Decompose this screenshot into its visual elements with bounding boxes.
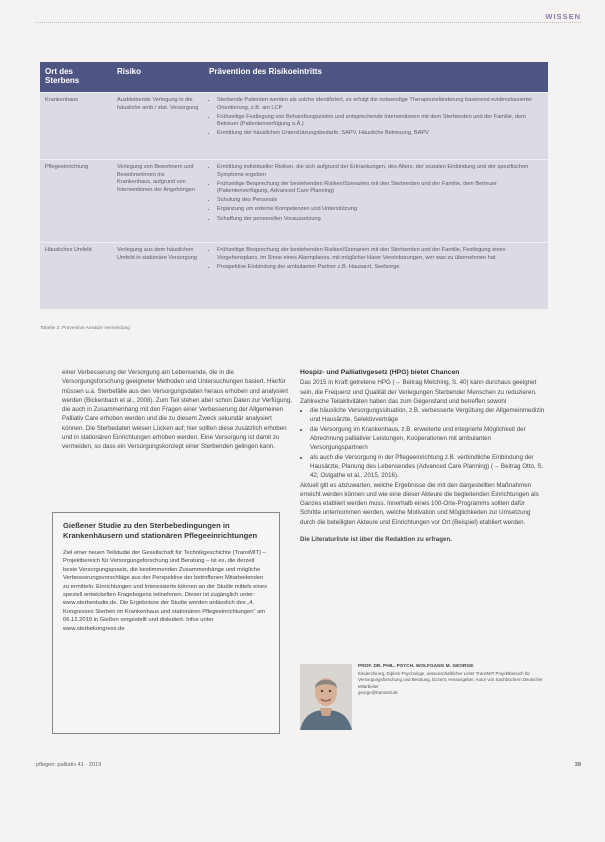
prevention-item: • Frühzeitige Festlegung von Behandlungszielen und entsprechende Interventionen mit dem Sterbenden und der Familie, dem Betreuer (Patientenverfügung o.Ä.) xyxy=(217,114,543,129)
row-risk: Verlegung von Bewohnern und Bewohnerinnen ins Krankenhaus, aufgrund von Interventionen der Angehörigen xyxy=(117,164,196,193)
page-number: 39 xyxy=(574,762,581,768)
infobox-title: Gießener Studie zu den Sterbebedingungen in Krankenhäusern und stationären Pflegeeinrichtungen xyxy=(63,521,258,540)
row-risk: Ausbleibende Verlegung in die häusliche amb./ stat. Versorgung xyxy=(117,97,199,111)
section-heading: Hospiz- und Palliativgesetz (HPG) bietet Chancen xyxy=(300,369,460,376)
page-footer xyxy=(36,762,581,768)
prevention-item: • Frühzeitige Besprechung der bestehenden Risiken/Szenarien mit den Sterbenden und der Familie, Festlegung eines Vorgehensplans, im Sinne eines Alarmplanes, mit möglicher klarer Vereinbarungen, wer was zu übernehmen hat xyxy=(217,247,543,262)
row-prevention xyxy=(204,243,548,309)
table-caption: Tabelle 2: Präventive Ansätze Vermeidung xyxy=(40,326,130,331)
author-photo xyxy=(300,664,352,730)
author-bio: Kinderchirurg, Diplom-Psychologe, wissenschaftlicher Leiter TransMIT Projektbereich für Versorgungsforschung und Beratung, Dozent, Herausgeber, Autor von Sachbüchern Deutscher Mitarbeiter xyxy=(358,670,543,689)
table-row xyxy=(40,159,548,242)
prevention-item: • Ergänzung um externe Kompetenzen und Unterstützung xyxy=(217,206,543,214)
risk-table xyxy=(40,62,548,309)
table-row xyxy=(40,92,548,159)
row-place: Krankenhaus xyxy=(45,97,78,103)
list-item: • als auch die Versorgung in der Pflegeeinrichtung z.B. verbindliche Einbindung der Hausärzte, Planung des Lebensendes (Advanced Care Planning) (→ Beitrag Otto, S. 42, Ostgathe et al., 2015, 2016). xyxy=(310,453,546,481)
table-row xyxy=(40,242,548,309)
prevention-item: • Sterbende Patienten werden als solche identifiziert, es erfolgt die notwendige Therapiezieländerung basierend evidenzbasierter Orientierung, z.B. am LCP xyxy=(217,97,543,112)
prevention-item: • Prospektive Einbindung der ambulanten Partner z.B. Hausarzt, Seelsorge xyxy=(217,264,543,272)
header-prevention: Prävention des Risikoeintritts xyxy=(209,67,322,76)
bullet-list xyxy=(300,406,546,480)
left-column xyxy=(62,368,292,452)
row-risk: Verlegung aus dem häuslichen Umfeld in stationäre Versorgung xyxy=(117,247,197,261)
author-email[interactable]: george@transmit.de xyxy=(358,690,398,696)
body-paragraph: Aktuell gilt es abzuwarten, welche Ergebnisse die mit den dargestellten Maßnahmen erreicht werden können und wie eine dieser Akteure die begleitenden Einrichtungen als Ganzes etabliert werden muss. Innerhalb eines 100-Orte-Programms sollten dafür Schritte unternommen werden, welche Motivation und Möglichkeiten zur Umsetzung durch die beteiligten Akteure und Einrichtungen vor Ort (Beispiel) etabliert werden. xyxy=(300,481,539,526)
prevention-item: • Schulung des Personals xyxy=(217,197,543,205)
footer-publication: pflegen: palliativ 41 · 2019 xyxy=(36,762,102,768)
author-block xyxy=(300,664,546,734)
list-item: • die Versorgung im Krankenhaus, z.B. erweiterte und integrierte Möglichkeit der Abrechnung palliativer Leistungen, Kooperationen mit ambulanten Versorgungspartnern xyxy=(310,425,546,453)
literature-note: Die Literaturliste ist über die Redaktion zu erfragen. xyxy=(300,536,452,544)
list-item: • die häusliche Versorgungssituation, z.B. verbesserte Vergütung der Allgemeinmedizin und Hausärzte, Selektivverträge xyxy=(310,406,546,425)
table-header xyxy=(40,62,548,92)
infobox-body: Ziel einer neuen Teilstudie der Gesellschaft für Technikgeschichte (TransMIT) – Projektbereich für Versorgungsforschung und Beratung – ist es, die derzeit beste Versorgungspraxis, die bestimmenden Zusammenhänge und mögliche Verbesserungsvorschläge aus der Perspektive der betroffenen Mitarbeitenden zu ermitteln. Einrichtungen und Interessierte können an der Studie mittels eines speziell entwickelten Fragebogens teilnehmen. Dieser ist zugänglich unter: www.sterbestudie.de. Die Ergebnisse der Studie werden anlässlich des „4. Kongresses Sterben im Krankenhaus und stationären Pflegeeinrichtungen“ am 06.12.2019 in Gießen vorgestellt und diskutiert. Infos unter www.sterbekongress.de xyxy=(63,550,267,632)
body-paragraph: Das 2015 in Kraft getretene HPG (→ Beitrag Melching, S. 40) kann durchaus geeignet sein, die Frequenz und Qualität der Verlegungen Sterbender Menschen zu reduzieren. Zahlreiche Teilaktivitäten haben das zum Gegenstand und betreffen sowohl xyxy=(300,379,537,405)
header-risk: Risiko xyxy=(117,67,142,76)
prevention-item: • Frühzeitige Besprechung der bestehenden Risiken/Szenarien mit den Sterbenden und der Familie, dem Betreuer (Patientenverfügung, Advanced Care Planning) xyxy=(217,181,543,196)
top-rule xyxy=(36,22,581,23)
row-prevention xyxy=(204,160,548,242)
row-place: Häusliches Umfeld xyxy=(45,247,92,253)
prevention-item: • Schaffung der personellen Voraussetzung xyxy=(217,216,543,224)
author-name: PROF. DR. PHIL. PSYCH. WOLFGANG M. GEORGE xyxy=(358,664,474,669)
prevention-item: • Ermittlung der häuslichen Unterstützungsbedarfe: SAPV, Häusliche Betreuung, BAPV xyxy=(217,130,543,138)
row-prevention xyxy=(204,93,548,159)
author-info xyxy=(358,664,546,697)
row-place: Pflegeeinrichtung xyxy=(45,164,89,170)
body-paragraph: einer Verbesserung der Versorgung am Lebensende, die in die Versorgungsforschung geeigneter Methoden und Untersuchungen basiert. Hierfür müssen u.a. Sterbefälle aus den Versorgungsdaten heraus erhoben und analysiert werden (Bickenbach et al., 2008). Zum Teil stehen aber schon Daten zur Verfügung, die auch in Zusammenhang mit den Fragen einer Verbesserung der Allgemeinen Palliativ Care erhoben werden und die zu diesem Zweck sekundär analysiert können. Die Sterbedaten weisen Lücken auf; hier sollten diese zusätzlich erhoben und in stationären Einrichtungen erhoben werden. Eine Versorgung ist damit zu vermeiden, so dass ein Versorgungskonzept einer Sterbenden gelingen kann. xyxy=(62,369,292,451)
prevention-item: • Ermittlung individueller Risiken, die sich aufgrund der Erkrankungen, des Alters, der sozialen Einbindung und der spezifischen Symptome ergeben xyxy=(217,164,543,179)
study-infobox xyxy=(52,512,280,734)
section-label: WISSEN xyxy=(545,12,581,21)
right-column xyxy=(300,368,546,544)
header-place: Ort des Sterbens xyxy=(45,67,80,85)
